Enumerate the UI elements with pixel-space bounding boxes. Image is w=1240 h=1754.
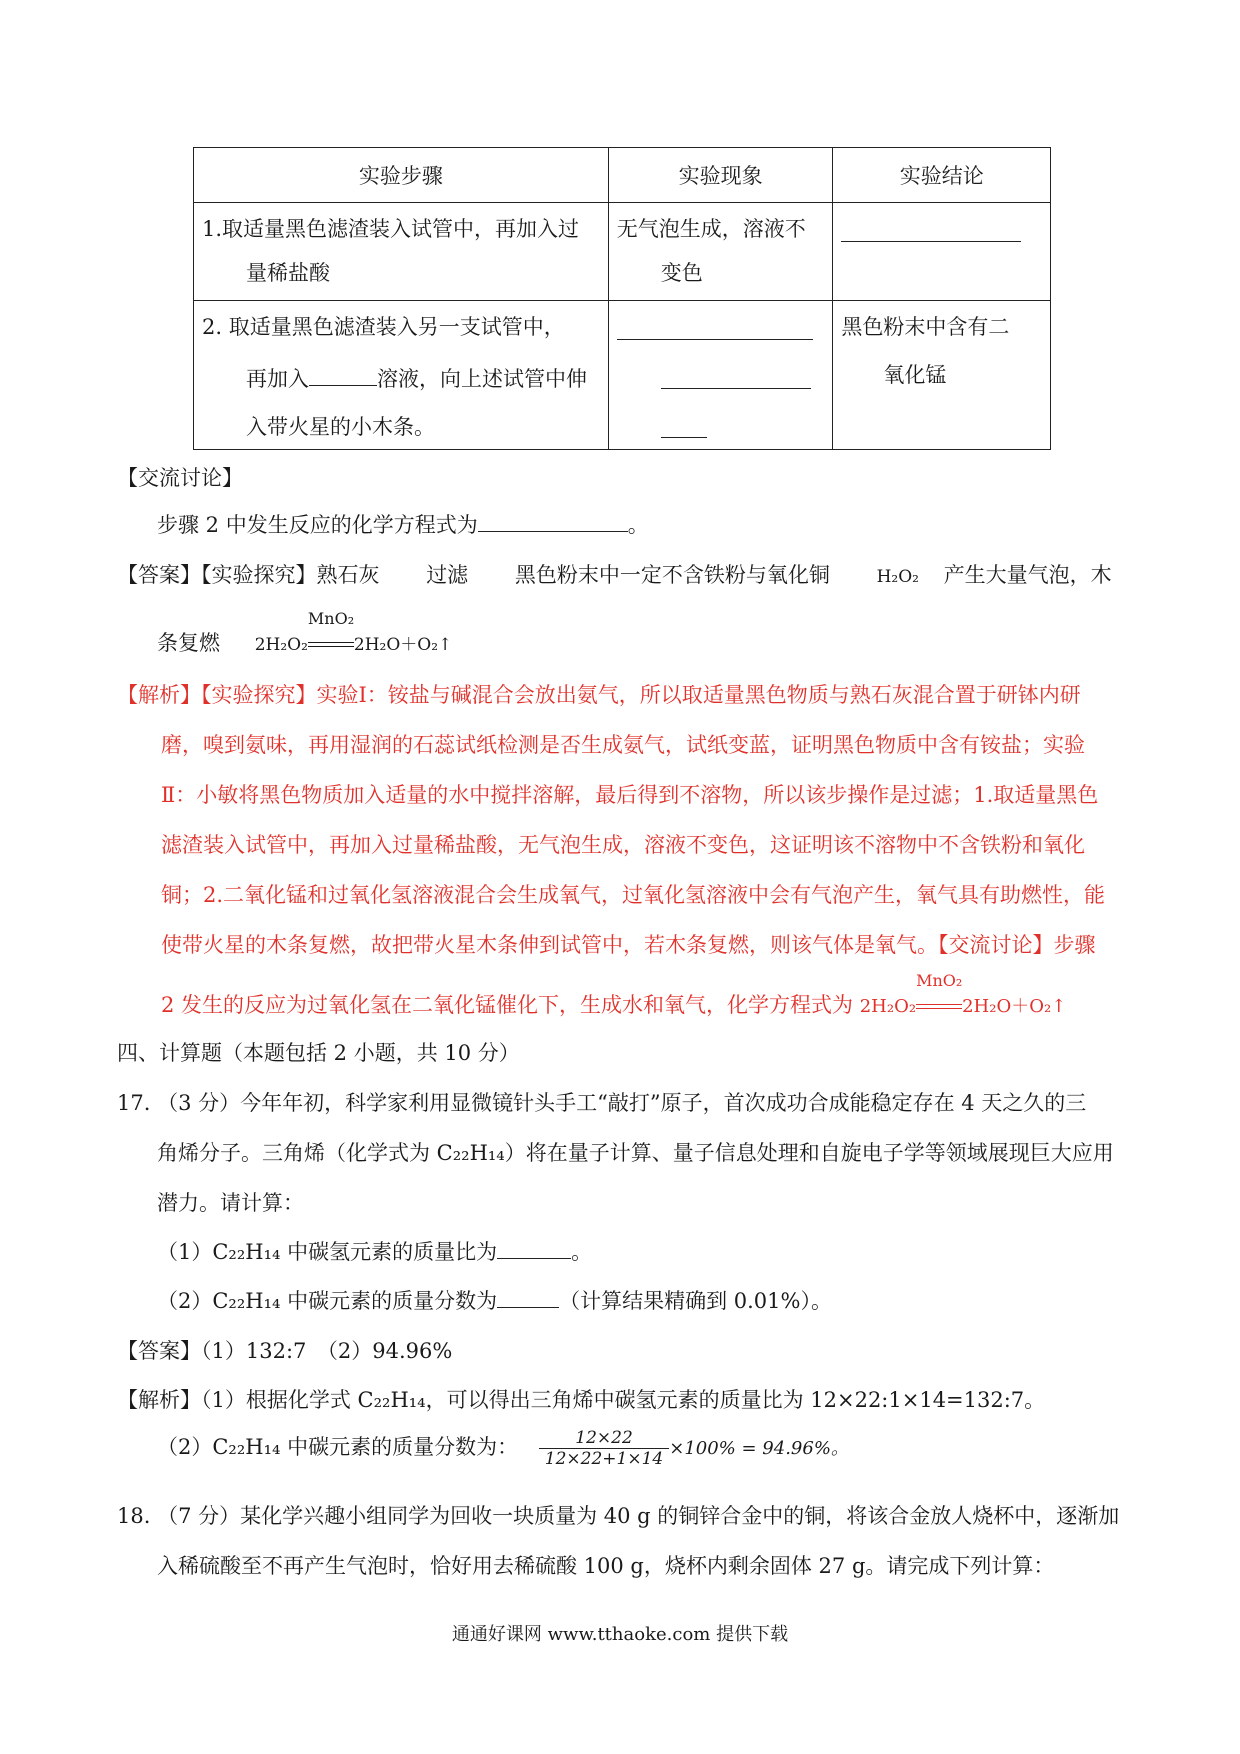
q17-part2-blank — [497, 1285, 559, 1308]
row1-step-line2: 量稀盐酸 — [246, 261, 330, 285]
catalyst-equals-red: MnO₂ — [916, 993, 962, 1017]
discussion-heading: 【交流讨论】 — [117, 466, 243, 490]
row2-step-line2: 再加入 溶液，向上述试管中伸 — [202, 363, 600, 391]
row1-phen-line2: 变色 — [660, 261, 703, 285]
q18-line1: 18. （7 分）某化学兴趣小组同学为回收一块质量为 40 g 的铜锌合金中的铜，将该合金放人烧杯中，逐渐加 — [117, 1504, 1120, 1528]
row2-phen-blank-1 — [617, 317, 813, 340]
row1-step-line1: 1.取适量黑色滤渣装入试管中，再加入过 — [202, 217, 580, 241]
page-footer: 通通好课网 www.tthaoke.com 提供下载 — [451, 1624, 789, 1645]
row2-phen-blank-3 — [661, 415, 707, 438]
row2-concl-line2: 氧化锰 — [883, 363, 947, 387]
row1-step — [194, 203, 609, 301]
row2-phen-blank-2 — [661, 366, 811, 389]
analysis-16-line2: 磨，嗅到氨味，再用湿润的石蕊试纸检测是否生成氨气，试纸变蓝，证明黑色物质中含有铵盐；实验 — [161, 733, 1085, 757]
q17-answer: 【答案】（1）132:7 （2）94.96% — [117, 1339, 453, 1363]
header-conclusion: 实验结论 — [833, 148, 1051, 203]
analysis-16-line6: 使带火星的木条复燃，故把带火星木条伸到试管中，若木条复燃，则该气体是氧气。【交流讨论】步骤 — [161, 933, 1096, 957]
row2-step-line3: 入带火星的小木条。 — [246, 415, 435, 439]
q17-part1: （1）C₂₂H₁₄ 中碳氢元素的质量比为 。 — [157, 1236, 592, 1266]
q17-analysis-1: 【解析】（1）根据化学式 C₂₂H₁₄，可以得出三角烯中碳氢元素的质量比为 12×22:1×14=132:7。 — [117, 1388, 1046, 1412]
mass-fraction-formula: $\frac{12\times 22}{12\times 22+1\times 14}$ — [539, 1428, 669, 1469]
experiment-table — [193, 147, 1051, 450]
catalyst-equals: MnO₂ — [308, 631, 354, 655]
analysis-16-line1: 【解析】【实验探究】实验Ⅰ：铵盐与碱混合会放出氨气，所以取适量黑色物质与熟石灰混合置于研钵内研 — [117, 683, 1081, 707]
q18-line2: 入稀硫酸至不再产生气泡时，恰好用去稀硫酸 100 g，烧杯内剩余固体 27 g。请完成下列计算： — [157, 1554, 1055, 1578]
reagent-blank — [309, 363, 377, 386]
header-steps: 实验步骤 — [194, 148, 609, 203]
q17-analysis-2: （2）C₂₂H₁₄ 中碳元素的质量分数为： $\frac{12\times 22}{12\times 22+1\times 14}$ ×100% = 94.96%。 — [157, 1428, 849, 1469]
equation-blank — [478, 509, 628, 532]
answer-16-line1: 【答案】【实验探究】熟石灰 过滤 黑色粉末中一定不含铁粉与氧化铜 H₂O₂ 产生大量气泡，木 — [117, 563, 1112, 587]
analysis-16-line3: Ⅱ：小敏将黑色物质加入适量的水中搅拌溶解，最后得到不溶物，所以该步操作是过滤；1.取适量黑色 — [161, 783, 1099, 807]
analysis-16-line5: 铜；2.二氧化锰和过氧化氢溶液混合会生成氧气，过氧化氢溶液中会有气泡产生，氧气具有助燃性，能 — [161, 883, 1106, 907]
row1-phenomenon — [608, 203, 833, 301]
q17-part2: （2）C₂₂H₁₄ 中碳元素的质量分数为 （计算结果精确到 0.01%）。 — [157, 1285, 832, 1315]
table-header-row — [194, 148, 1051, 203]
row2-step-line1: 2. 取适量黑色滤渣装入另一支试管中， — [202, 315, 565, 339]
header-phenomenon: 实验现象 — [608, 148, 833, 203]
q17-line1: 17. （3 分）今年年初，科学家利用显微镜针头手工“敲打”原子，首次成功合成能稳定存在 4 天之久的三 — [117, 1091, 1087, 1115]
q17-line2: 角烯分子。三角烯（化学式为 C₂₂H₁₄）将在量子计算、量子信息处理和自旋电子学等领域展现巨大应用 — [157, 1141, 1114, 1165]
discussion-question: 步骤 2 中发生反应的化学方程式为 。 — [157, 509, 649, 539]
section-4-heading: 四、计算题（本题包括 2 小题，共 10 分） — [117, 1041, 520, 1065]
analysis-16-line4: 滤渣装入试管中，再加入过量稀盐酸，无气泡生成，溶液不变色，这证明该不溶物中不含铁粉和氧化 — [161, 833, 1085, 857]
q17-part1-blank — [497, 1236, 571, 1259]
row1-conclusion-blank — [841, 219, 1021, 242]
row2-phenomenon — [608, 301, 833, 450]
q17-line3: 潜力。请计算： — [157, 1191, 304, 1215]
table-row — [194, 203, 1051, 301]
answer-16-line2: 条复燃 2H₂O₂ MnO₂ 2H₂O＋O₂↑ — [157, 609, 453, 655]
row2-concl-line1: 黑色粉末中含有二 — [841, 315, 1010, 339]
row1-conclusion — [833, 203, 1051, 301]
row2-step — [194, 301, 609, 450]
analysis-16-line7: 2 发生的反应为过氧化氢在二氧化锰催化下，生成水和氧气，化学方程式为 2H₂O₂ MnO₂ 2H₂O＋O₂↑ — [161, 971, 1067, 1017]
table-row — [194, 301, 1051, 450]
row2-conclusion — [833, 301, 1051, 450]
row1-phen-line1: 无气泡生成，溶液不 — [616, 217, 806, 241]
